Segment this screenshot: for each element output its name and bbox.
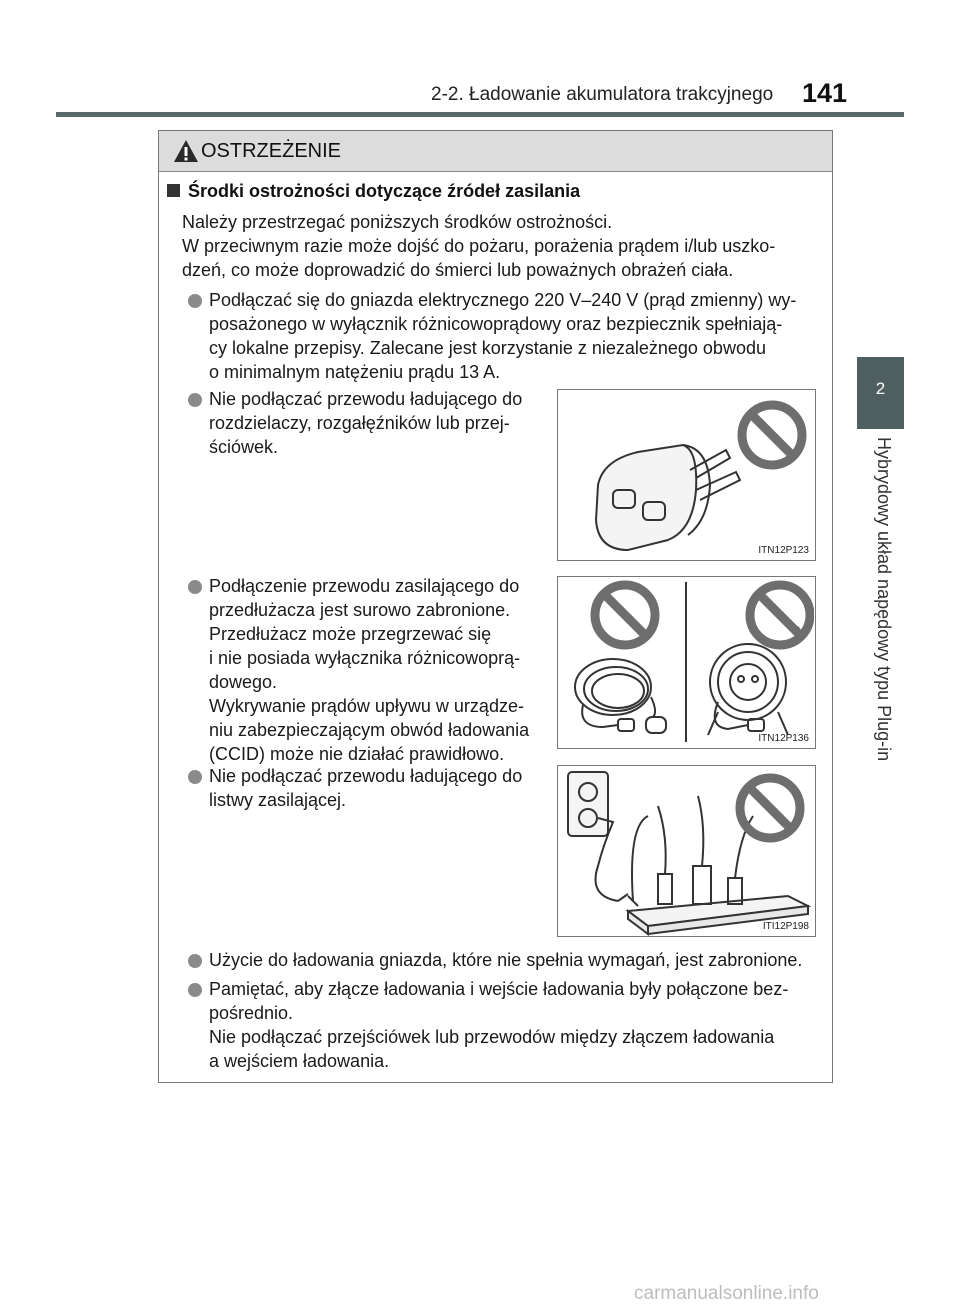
text-line: i nie posiada wyłącznika różnicowoprą- [209,648,521,668]
section-title-header: 2-2. Ładowanie akumulatora trakcyjnego [431,84,774,105]
warning-header [159,131,832,172]
figure-code: ITI12P198 [762,921,809,932]
bullet-paragraph-outlet-noncompliant [209,948,826,972]
warning-box [158,130,833,1083]
text-line: cy lokalne przepisy. Zalecane jest korzystanie z niezależnego obwodu [209,338,766,358]
text-line: listwy zasilającej. [209,790,347,810]
bullet-paragraph-outlet-requirements [209,288,826,384]
text-line: przedłużacza jest surowo zabronione. [209,600,511,620]
text-line: dowego. [209,672,278,692]
power-strip-prohibited-icon [558,766,814,936]
text-line: Pamiętać, aby złącze ładowania i wejście ładowania były połączone bez- [209,979,789,999]
figure-extension-cord [557,576,816,749]
text-line: posażonego w wyłącznik różnicowoprądowy oraz bezpiecznik spełniają- [209,314,783,334]
section-heading [167,181,580,202]
header-divider [56,112,904,117]
bullet-paragraph-extension-cord [209,574,545,766]
extension-cord-prohibited-icon [558,577,814,747]
text-line: (CCID) może nie działać prawidłowo. [209,744,505,764]
page-number: 141 [802,78,848,108]
bullet-paragraph-direct-connection [209,977,826,1073]
text-line: niu zabezpieczającym obwód ładowania [209,720,530,740]
bullet-paragraph-power-strip [209,764,545,812]
adapter-plug-prohibited-icon [558,390,814,560]
warning-title: OSTRZEŻENIE [201,140,342,162]
bullet-icon [188,954,202,968]
text-line: Nie podłączać przewodu ładującego do [209,389,523,409]
chapter-number: 2 [875,379,886,398]
intro-paragraph [182,210,826,282]
square-bullet-icon [167,184,180,197]
warning-triangle-icon [173,139,199,163]
text-line: o minimalnym natężeniu prądu 13 A. [209,362,501,382]
text-line: Podłączenie przewodu zasilającego do [209,576,520,596]
bullet-icon [188,393,202,407]
text-line: a wejściem ładowania. [209,1051,390,1071]
bullet-icon [188,770,202,784]
bullet-icon [188,580,202,594]
text-line: Wykrywanie prądów upływu w urządze- [209,696,524,716]
bullet-icon [188,294,202,308]
text-line: rozdzielaczy, rozgałęźników lub przej- [209,413,510,433]
text-line: Przedłużacz może przegrzewać się [209,624,492,644]
chapter-tab [857,357,904,429]
figure-code: ITN12P123 [758,545,809,556]
text-line: ściówek. [209,437,279,457]
text-line: pośrednio. [209,1003,294,1023]
section-heading-text: Środki ostrożności dotyczące źródeł zasilania [188,181,581,201]
text-line: Nie podłączać przejściówek lub przewodów między złączem ładowania [209,1027,775,1047]
text-line: dzeń, co może doprowadzić do śmierci lub poważnych obrażeń ciała. [182,260,734,280]
chapter-title: Hybrydowy układ napędowy typu Plug-in [874,437,894,762]
bullet-paragraph-adapters [209,387,545,459]
text-line: W przeciwnym razie może dojść do pożaru, porażenia prądem i/lub uszko- [182,236,776,256]
text-line: Użycie do ładowania gniazda, które nie spełnia wymagań, jest zabronione. [209,950,803,970]
text-line: Należy przestrzegać poniższych środków ostrożności. [182,212,613,232]
bullet-icon [188,983,202,997]
watermark: carmanualsonline.info [634,1283,819,1304]
text-line: Podłączać się do gniazda elektrycznego 220 V–240 V (prąd zmienny) wy- [209,290,797,310]
text-line: Nie podłączać przewodu ładującego do [209,766,523,786]
figure-code: ITN12P136 [758,733,809,744]
figure-adapter [557,389,816,561]
figure-power-strip [557,765,816,937]
